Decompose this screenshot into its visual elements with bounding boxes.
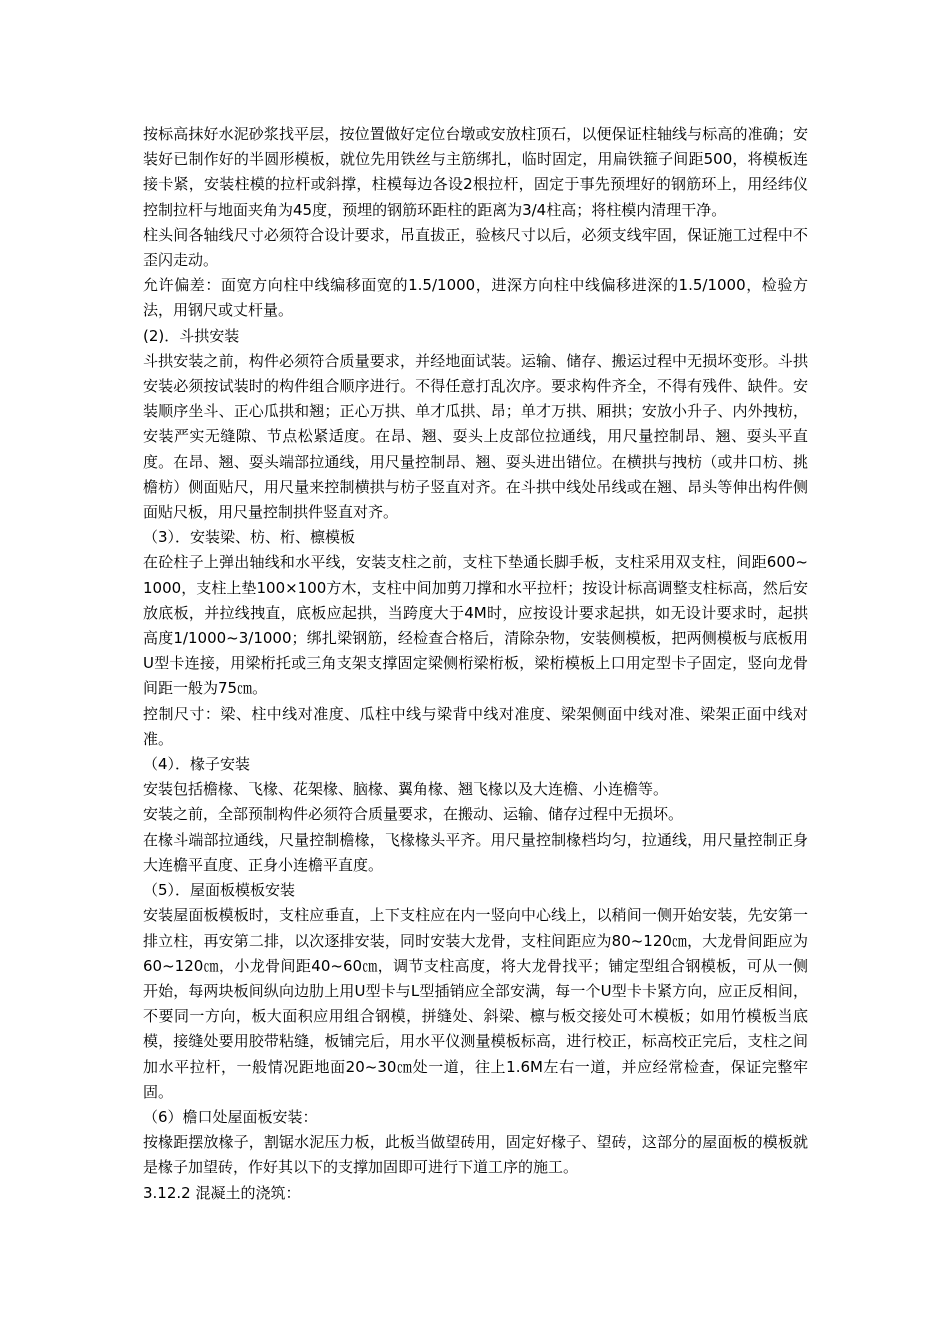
heading-roof-slab-formwork: （5）．屋面板模板安装	[143, 881, 296, 900]
paragraph-rafter-alignment: 在椽斗端部拉通线，尺量控制檐椽，飞椽椽头平齐。用尺量控制椽档均匀，拉通线，用尺量控制正身大连檐平直度、正身小连檐平直度。	[143, 830, 808, 874]
paragraph-bracket-installation: 斗拱安装之前，构件必须符合质量要求，并经地面试装。运输、储存、搬运过程中无损坏变形。斗拱安装必须按试装时的构件组合顺序进行。不得任意打乱次序。要求构件齐全，不得有残件、缺件。安装顺序坐斗、正心瓜拱和翘；正心万拱、单才瓜拱、昂；单才万拱、厢拱；安放小升子、内外拽枋，安装严实无缝隙、节点松紧适度。在昂、翘、耍头上皮部位拉通线，用尺量控制昂、翘、耍头平直度。在昂、翘、耍头端部拉通线，用尺量控制昂、翘、耍头进出错位。在横拱与拽枋（或井口枋、挑檐枋）侧面贴尺，用尺量来控制横拱与枋子竖直对齐。在斗拱中线处吊线或在翘、昂头等伸出构件侧面贴尺板，用尺量控制拱件竖直对齐。	[143, 351, 808, 522]
paragraph-eave-slab: 按椽距摆放椽子，割锯水泥压力板，此板当做望砖用，固定好椽子、望砖，这部分的屋面板的模板就是椽子加望砖，作好其以下的支撑加固即可进行下道工序的施工。	[143, 1133, 808, 1177]
paragraph-column-installation: 按标高抹好水泥砂浆找平层，按位置做好定位台墩或安放柱顶石，以便保证柱轴线与标高的准确；安装好已制作好的半圆形模板，就位先用铁丝与主筋绑扎，临时固定，用扁铁箍子间距500，将模板连接卡紧，安装柱模的拉杆或斜撑，柱模每边各设2根拉杆，固定于事先预埋好的钢筋环上，用经纬仪控制拉杆与地面夹角为45度，预埋的钢筋环距柱的距离为3/4柱高；将柱模内清理干净。	[143, 125, 808, 219]
heading-beam-formwork: （3）．安装梁、枋、桁、檩模板	[143, 528, 356, 547]
paragraph-rafter-precheck: 安装之前，全部预制构件必须符合质量要求，在搬动、运输、储存过程中无损坏。	[143, 805, 684, 824]
heading-concrete-pouring: 3.12.2 混凝土的浇筑：	[143, 1183, 301, 1202]
paragraph-control-dimensions: 控制尺寸：梁、柱中线对准度、瓜柱中线与梁背中线对准度、梁架侧面中线对准、梁架正面中线对准。	[143, 704, 808, 748]
document-body	[143, 122, 808, 1206]
heading-eave-slab: （6）檐口处屋面板安装：	[143, 1107, 318, 1126]
heading-bracket-installation: (2)．斗拱安装	[143, 326, 240, 345]
paragraph-rafter-scope: 安装包括檐椽、飞椽、花架椽、脑椽、翼角椽、翘飞椽以及大连檐、小连檐等。	[143, 780, 669, 799]
paragraph-allowed-deviation: 允许偏差：面宽方向柱中线编移面宽的1.5/1000，进深方向柱中线偏移进深的1.5/1000，检验方法，用钢尺或丈杆量。	[143, 276, 808, 320]
heading-rafter-installation: （4）．椽子安装	[143, 755, 251, 774]
paragraph-axis-dimensions: 柱头间各轴线尺寸必须符合设计要求，吊直拔正，验核尺寸以后，必须支线牢固，保证施工过程中不歪闪走动。	[143, 225, 808, 270]
paragraph-beam-formwork: 在砼柱子上弹出轴线和水平线，安装支柱之前，支柱下垫通长脚手板，支柱采用双支柱，间距600~1000，支柱上垫100×100方木，支柱中间加剪刀撑和水平拉杆；按设计标高调整支柱标高，然后安放底板，并拉线拽直，底板应起拱，当跨度大于4M时，应按设计要求起拱，如无设计要求时，起拱高度1/1000~3/1000；绑扎梁钢筋，经检查合格后，清除杂物，安装侧模板，把两侧模板与底板用U型卡连接，用梁桁托或三角支架支撑固定梁侧桁梁桁板，梁桁模板上口用定型卡子固定，竖向龙骨间距一般为75㎝。	[143, 553, 808, 698]
paragraph-roof-slab-formwork: 安装屋面板模板时，支柱应垂直，上下支柱应在内一竖向中心线上，以稍间一侧开始安装，先安第一排立柱，再安第二排，以次逐排安装，同时安装大龙骨，支柱间距应为80~120㎝，大龙骨间距应为60~120㎝，小龙骨间距40~60㎝，调节支柱高度，将大龙骨找平；铺定型组合钢模板，可从一侧开始，每两块板间纵向边肋上用U型卡与L型插销应全部安满，每一个U型卡卡紧方向，应正反相间，不要同一方向，板大面积应用组合钢模，拼缝处、斜梁、檩与板交接处可木模板；如用竹模板当底模，接缝处要用胶带粘缝，板铺完后，用水平仪测量模板标高，进行校正，标高校正完后，支柱之间加水平拉杆，一般情况距地面20~30㎝处一道，往上1.6M左右一道，并应经常检查，保证完整牢固。	[143, 906, 808, 1101]
